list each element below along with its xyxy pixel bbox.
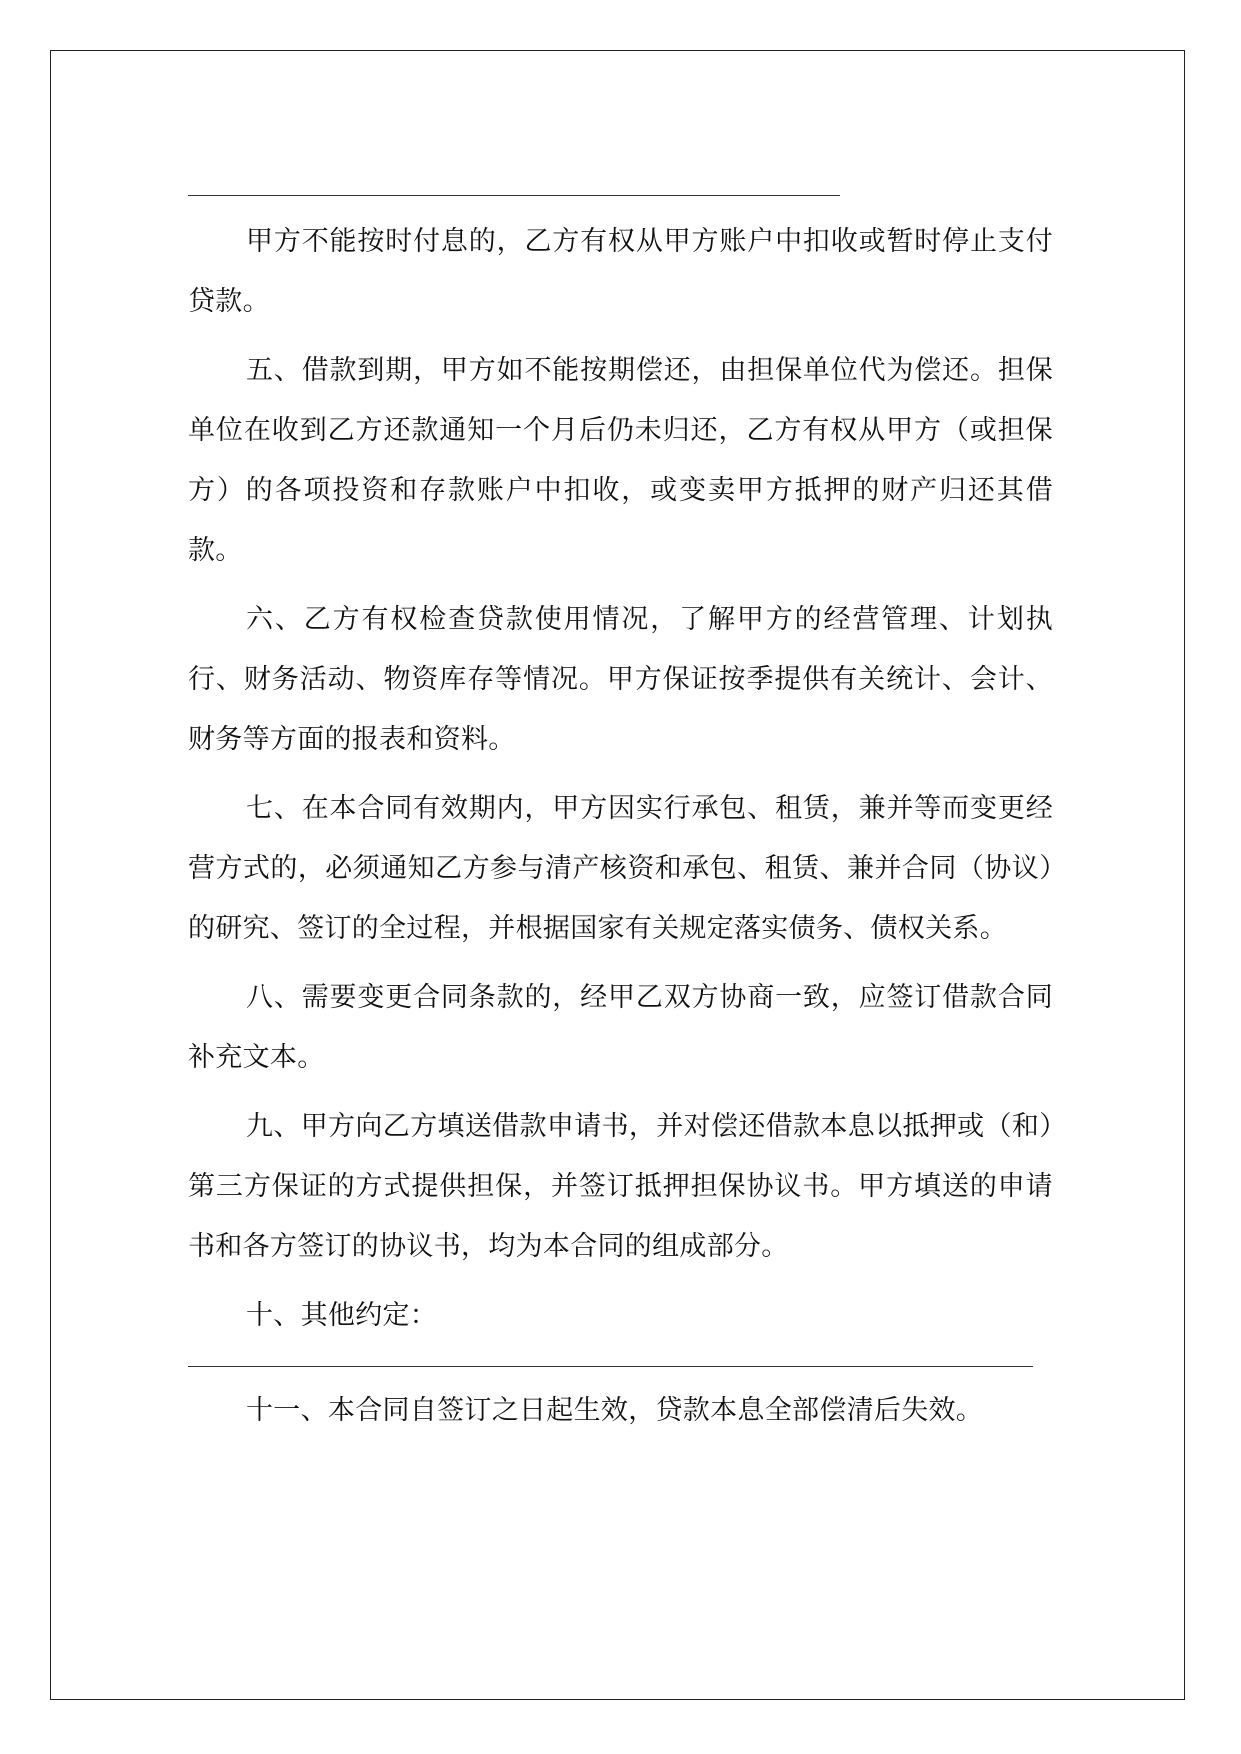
clause-8-amendment: 八、需要变更合同条款的，经甲乙双方协商一致，应签订借款合同补充文本。 [188, 982, 1053, 1073]
clause-6-loan-inspection: 六、乙方有权检查贷款使用情况，了解甲方的经营管理、计划执行、财务活动、物资库存等情况。甲方保证按季提供有关统计、会计、财务等方面的报表和资料。 [188, 604, 1053, 755]
blank-fill-line [188, 195, 840, 196]
document-body [188, 165, 1053, 1450]
clause-9-application-collateral: 九、甲方向乙方填送借款申请书，并对偿还借款本息以抵押或（和）第三方保证的方式提供担保，并签订抵押担保协议书。甲方填送的申请书和各方签订的协议书，均为本合同的组成部分。 [188, 1111, 1053, 1262]
clause-11-effectiveness: 十一、本合同自签订之日起生效，贷款本息全部偿清后失效。 [246, 1395, 984, 1426]
clause-7-operation-change: 七、在本合同有效期内，甲方因实行承包、租赁，兼并等而变更经营方式的，必须通知乙方参与清产核资和承包、租赁、兼并合同（协议）的研究、签订的全过程，并根据国家有关规定落实债务、债权关系。 [188, 793, 1053, 944]
clause-5-repayment-guarantee: 五、借款到期，甲方如不能按期偿还，由担保单位代为偿还。担保单位在收到乙方还款通知一个月后仍未归还，乙方有权从甲方（或担保方）的各项投资和存款账户中扣收，或变卖甲方抵押的财产归还其借款。 [188, 355, 1053, 566]
other-terms-fill-line [188, 1366, 1033, 1367]
clause-interest-default: 甲方不能按时付息的，乙方有权从甲方账户中扣收或暂时停止支付贷款。 [188, 226, 1053, 317]
clause-10-other-terms: 十、其他约定： [246, 1300, 438, 1331]
